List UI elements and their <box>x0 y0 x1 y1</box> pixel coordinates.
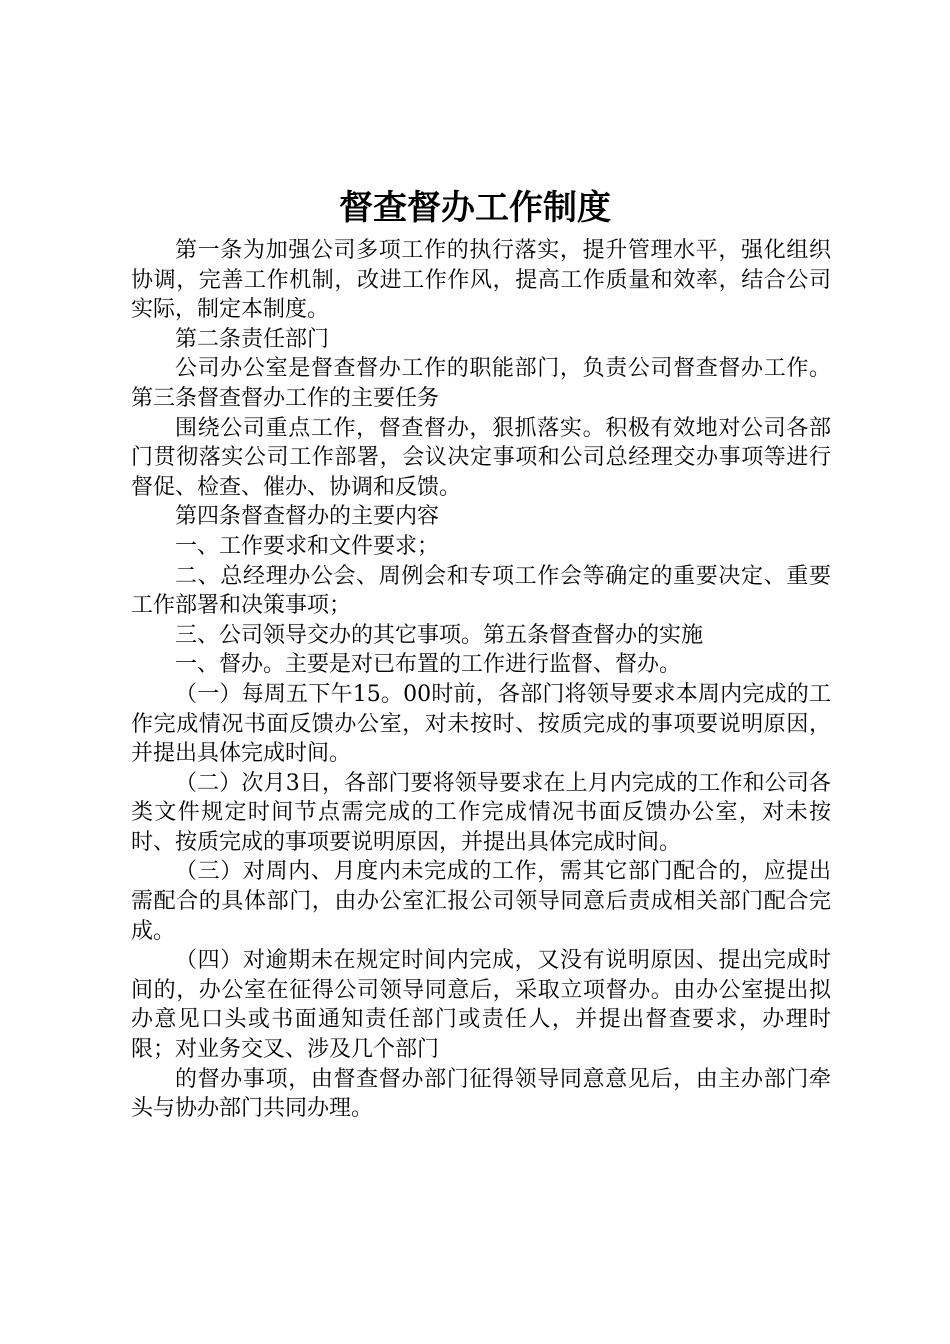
paragraph-item-3: 三、公司领导交办的其它事项。第五条督查督办的实施 <box>175 622 704 648</box>
paragraph-sub-1: （一）每周五下午15。00时前，各部门将领导要求本周内完成的工作完成情况书面反馈办公室，对未按时、按质完成的事项要说明原因，并提出具体完成时间。 <box>131 681 831 767</box>
paragraph-article-2-heading: 第二条责任部门 <box>175 326 330 352</box>
paragraph-sub-4: （四）对逾期未在规定时间内完成，又没有说明原因、提出完成时间的，办公室在征得公司领导同意后，采取立项督办。由办公室提出拟办意见口头或书面通知责任部门或责任人，并提出督查要求，办理时限；对业务交叉、涉及几个部门 <box>131 948 831 1063</box>
paragraph-sub-4-continued: 的督办事项，由督查督办部门征得领导同意意见后，由主办部门牵头与协办部门共同办理。 <box>131 1066 831 1122</box>
paragraph-item-1: 一、工作要求和文件要求； <box>175 533 440 559</box>
paragraph-sub-2: （二）次月3日，各部门要将领导要求在上月内完成的工作和公司各类文件规定时间节点需完成的工作完成情况书面反馈办公室，对未按时、按质完成的事项要说明原因，并提出具体完成时间。 <box>131 770 831 855</box>
paragraph-article-1: 第一条为加强公司多项工作的执行落实，提升管理水平，强化组织协调，完善工作机制，改进工作作风，提高工作质量和效率，结合公司实际，制定本制度。 <box>131 238 831 323</box>
document-title: 督查督办工作制度 <box>339 188 611 228</box>
paragraph-article-3-body: 围绕公司重点工作，督查督办，狠抓落实。积极有效地对公司各部门贯彻落实公司工作部署，会议决定事项和公司总经理交办事项等进行督促、检查、催办、协调和反馈。 <box>131 415 831 500</box>
paragraph-article-4-heading: 第四条督查督办的主要内容 <box>175 504 440 530</box>
paragraph-supervision: 一、督办。主要是对已布置的工作进行监督、督办。 <box>175 652 682 678</box>
paragraph-item-2: 二、总经理办公会、周例会和专项工作会等确定的重要决定、重要工作部署和决策事项； <box>131 563 831 619</box>
document-body <box>131 236 831 1124</box>
paragraph-sub-3: （三）对周内、月度内未完成的工作，需其它部门配合的，应提出需配合的具体部门，由办公室汇报公司领导同意后责成相关部门配合完成。 <box>131 859 831 944</box>
paragraph-article-2-body: 公司办公室是督查督办工作的职能部门，负责公司督查督办工作。第三条督查督办工作的主要任务 <box>131 356 831 411</box>
